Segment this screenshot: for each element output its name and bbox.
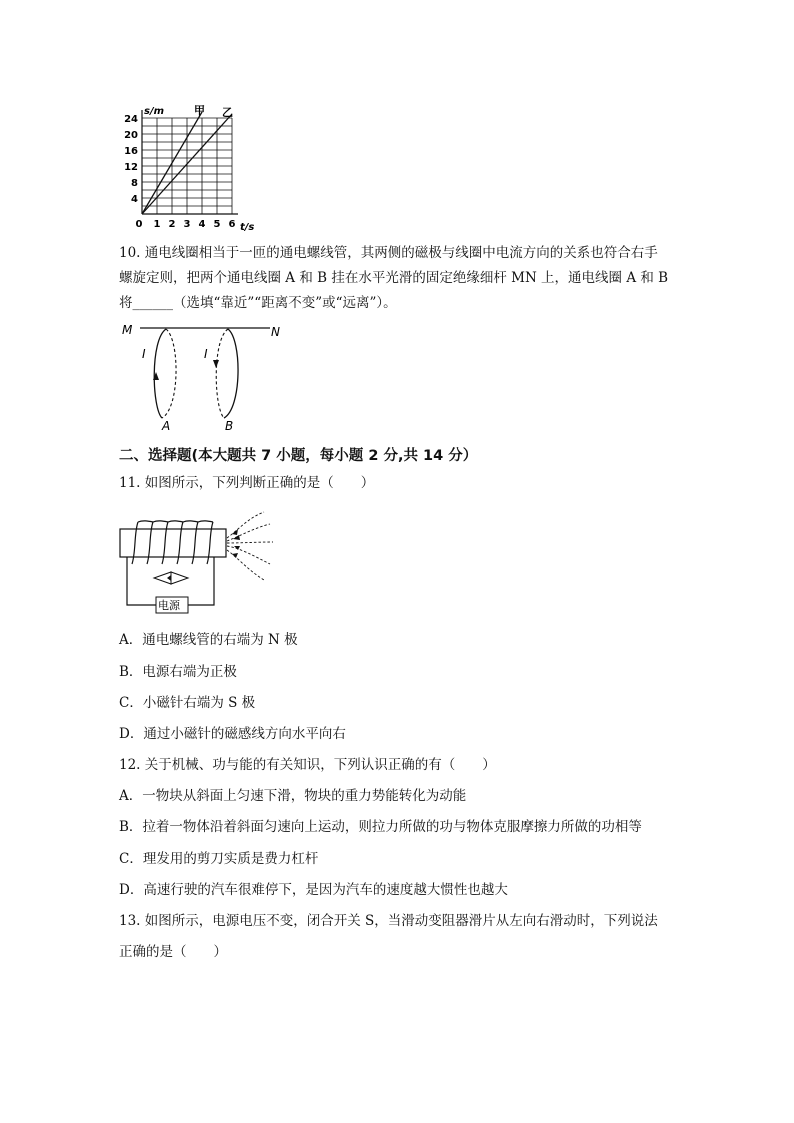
label-i-b: I	[204, 347, 208, 361]
coil-b	[213, 329, 238, 418]
x-tick-label: 0	[135, 219, 143, 230]
x-tick-labels	[136, 219, 236, 230]
solenoid-figure	[118, 508, 278, 618]
y-tick-label: 4	[131, 194, 138, 205]
series-label-yi: 乙	[222, 106, 233, 119]
q12-stem: 12. 关于机械、功与能的有关知识，下列认识正确的有（ ）	[119, 757, 496, 773]
coil-a	[153, 329, 176, 418]
q13-line-2: 正确的是（ ）	[119, 944, 227, 960]
field-arrow-icons	[232, 529, 240, 558]
x-tick-label: 6	[228, 219, 236, 230]
label-b: B	[225, 419, 234, 432]
y-tick-label: 24	[124, 114, 138, 125]
q12-option-a: A．一物块从斜面上匀速下滑，物块的重力势能转化为动能	[119, 788, 467, 804]
y-tick-label: 8	[131, 178, 138, 189]
q11-option-c: C．小磁针右端为 S 极	[119, 695, 256, 711]
y-axis-label: s/m	[144, 106, 165, 117]
magnetic-field-lines	[227, 512, 273, 580]
y-tick-label: 16	[124, 146, 138, 157]
x-tick-label: 4	[198, 219, 206, 230]
y-tick-labels	[124, 114, 138, 205]
q10-line-2: 螺旋定则，把两个通电线圈 A 和 B 挂在水平光滑的固定绝缘细杆 MN 上，通电线圈 A 和 B	[119, 270, 669, 286]
q13-line-1: 13. 如图所示，电源电压不变，闭合开关 S，当滑动变阻器滑片从左向右滑动时，下列说法	[119, 913, 658, 929]
compass-needle-icon	[154, 572, 188, 584]
y-tick-label: 20	[124, 130, 138, 141]
q11-option-a: A．通电螺线管的右端为 N 极	[119, 632, 298, 648]
st-graph	[118, 100, 258, 235]
x-tick-label: 5	[213, 219, 221, 230]
current-arrow-down-icon	[213, 360, 219, 368]
label-a: A	[162, 419, 171, 432]
power-source-label: 电源	[158, 599, 180, 612]
section-2-heading: 二、选择题(本大题共 7 小题，每小题 2 分,共 14 分）	[119, 448, 478, 464]
q12-option-c: C．理发用的剪刀实质是费力杠杆	[119, 851, 319, 867]
q11-option-b: B．电源右端为正极	[119, 664, 237, 680]
q11-stem: 11. 如图所示，下列判断正确的是（ ）	[119, 475, 375, 491]
q12-option-d: D．高速行驶的汽车很难停下，是因为汽车的速度越大惯性也越大	[119, 882, 508, 898]
q10-line-3: 将______（选填“靠近”“距离不变”或“远离”）。	[119, 295, 397, 311]
y-tick-label: 12	[124, 162, 138, 173]
label-m: M	[122, 323, 133, 337]
x-tick-label: 1	[153, 219, 161, 230]
q12-option-b: B．拉着一物体沿着斜面匀速向上运动，则拉力所做的功与物体克服摩擦力所做的功相等	[119, 819, 642, 835]
q11-option-d: D．通过小磁针的磁感线方向水平向右	[119, 726, 346, 742]
label-i-a: I	[142, 347, 146, 361]
label-n: N	[271, 325, 280, 339]
q10-line-1: 10. 通电线圈相当于一匝的通电螺线管，其两侧的磁极与线圈中电流方向的关系也符合右手	[119, 245, 658, 261]
coils-figure	[118, 320, 288, 432]
x-tick-label: 3	[183, 219, 191, 230]
x-axis-label: t/s	[240, 222, 255, 233]
x-tick-label: 2	[168, 219, 176, 230]
series-label-jia: 甲	[194, 104, 205, 117]
